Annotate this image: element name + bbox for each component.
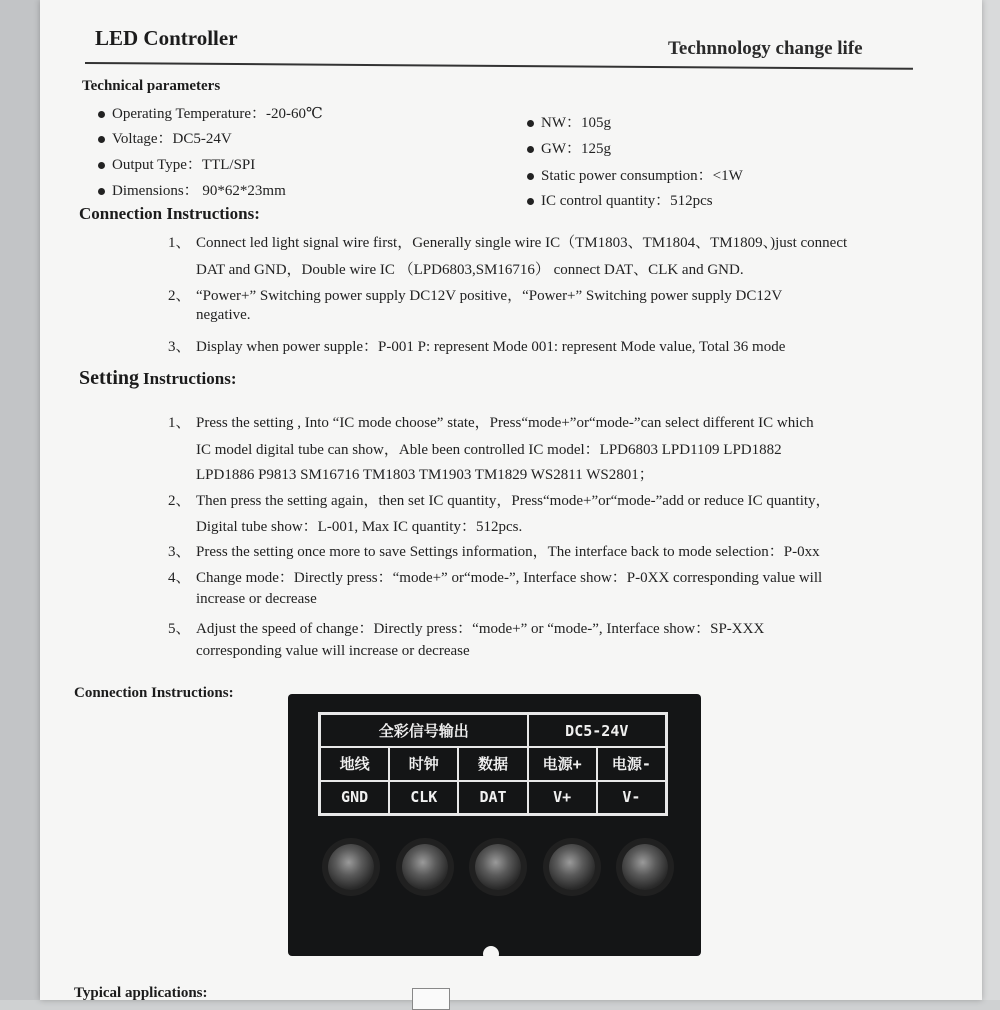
technical-heading: Technical parameters — [82, 78, 221, 94]
spec-item: IC control quantity：512pcs — [527, 189, 713, 210]
setting-item: 2、 Then press the setting again，then set IC quantity，Press“mode+”or“mode-”add or reduce IC quantity， — [168, 493, 831, 509]
terminal-cn-label: 电源- — [597, 747, 666, 780]
spec-item: NW：105g — [527, 111, 611, 132]
setting-item-line: increase or decrease — [196, 591, 317, 607]
spec-item: Static power consumption：<1W — [527, 164, 743, 185]
header-rule — [85, 62, 913, 70]
panel-title: 全彩信号输出 — [320, 714, 528, 747]
terminal-en-label: CLK — [389, 781, 458, 814]
screw-terminal — [549, 844, 595, 890]
connection-item: 3、 Display when power supple：P-001 P: represent Mode 001: represent Mode value, Total 36 mode — [168, 339, 786, 355]
setting-item-line: Digital tube show：L-001, Max IC quantity：512pcs. — [196, 519, 523, 535]
bullet-icon — [98, 162, 105, 169]
bullet-icon — [527, 198, 534, 205]
spec-item: Operating Temperature：-20-60℃ — [98, 102, 323, 123]
setting-item: 5、 Adjust the speed of change：Directly press：“mode+” or “mode-”, Interface show：SP-XXX — [168, 621, 765, 637]
document-title: LED Controller — [95, 26, 238, 50]
terminal-cn-label: 时钟 — [389, 747, 458, 780]
connection-heading: Connection Instructions: — [79, 204, 260, 223]
connection-item: 2、 “Power+” Switching power supply DC12V positive，“Power+” Switching power supply DC12V — [168, 288, 783, 304]
spec-item: Output Type：TTL/SPI — [98, 153, 255, 174]
screw-terminal — [475, 844, 521, 890]
screw-terminals — [328, 844, 668, 914]
terminal-panel — [318, 712, 668, 816]
manual-page — [40, 0, 982, 1000]
bullet-icon — [527, 146, 534, 153]
bullet-icon — [98, 111, 105, 118]
terminal-en-label: V- — [597, 781, 666, 814]
terminal-en-label: DAT — [458, 781, 527, 814]
setting-item: 1、 Press the setting , Into “IC mode choose” state，Press“mode+”or“mode-”can select different IC which — [168, 415, 814, 431]
connection-item-line: negative. — [196, 307, 251, 323]
bullet-icon — [98, 188, 105, 195]
terminal-cn-label: 地线 — [320, 747, 389, 780]
setting-heading: Setting Instructions: — [79, 367, 237, 389]
header-slogan: Technnology change life — [668, 38, 863, 59]
setting-item-line: IC model digital tube can show，Able been controlled IC model：LPD6803 LPD1109 LPD1882 — [196, 442, 782, 458]
bullet-icon — [527, 120, 534, 127]
spec-item: Dimensions： 90*62*23mm — [98, 179, 286, 200]
connection-item: 1、 Connect led light signal wire first，Generally single wire IC（TM1803、TM1804、TM1809、)just connect — [168, 235, 848, 251]
spec-item: GW：125g — [527, 137, 611, 158]
applications-heading: Typical applications: — [74, 985, 208, 1001]
spec-item: Voltage：DC5-24V — [98, 127, 232, 148]
setting-item-line: corresponding value will increase or decrease — [196, 643, 470, 659]
terminal-en-label: GND — [320, 781, 389, 814]
diagram-heading: Connection Instructions: — [74, 685, 234, 701]
bullet-icon — [98, 136, 105, 143]
setting-item: 4、 Change mode：Directly press：“mode+” or“mode-”, Interface show：P-0XX corresponding value will — [168, 570, 823, 586]
screw-terminal — [402, 844, 448, 890]
screw-terminal — [328, 844, 374, 890]
screw-terminal — [622, 844, 668, 890]
terminal-cn-label: 数据 — [458, 747, 527, 780]
setting-item: 3、 Press the setting once more to save Settings information，The interface back to mode selection：P-0xx — [168, 544, 820, 560]
application-figure-box — [412, 988, 450, 1010]
bullet-icon — [527, 173, 534, 180]
connection-item-line: DAT and GND，Double wire IC （LPD6803,SM16716） connect DAT、CLK and GND. — [196, 262, 744, 278]
setting-item-line: LPD1886 P9813 SM16716 TM1803 TM1903 TM1829 WS2811 WS2801； — [196, 467, 654, 483]
panel-voltage: DC5-24V — [528, 714, 666, 747]
terminal-en-label: V+ — [528, 781, 597, 814]
controller-photo — [288, 694, 701, 956]
photo-notch — [483, 946, 499, 956]
terminal-cn-label: 电源+ — [528, 747, 597, 780]
